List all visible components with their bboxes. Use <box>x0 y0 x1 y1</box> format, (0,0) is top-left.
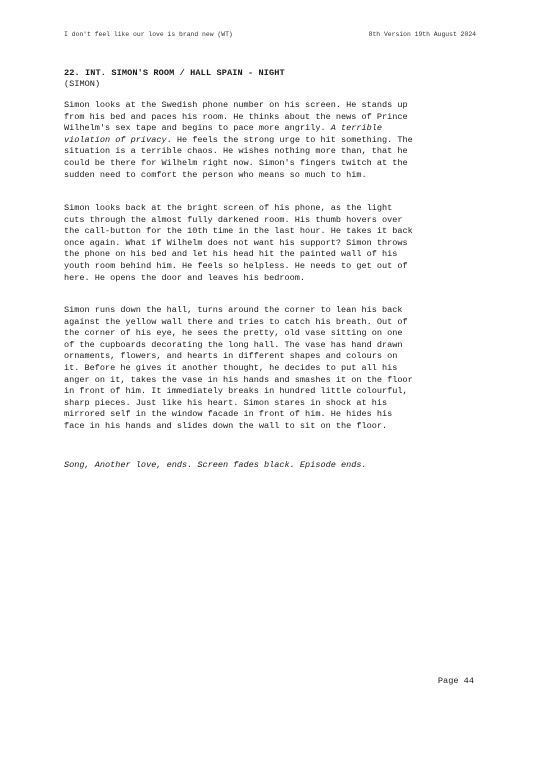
header-version: 8th Version 19th August 2024 <box>368 31 476 38</box>
page-header <box>64 31 476 39</box>
transition-note: Song, Another love, ends. Screen fades black. Episode ends. <box>64 460 367 470</box>
action-text-italic: A terrible violation of privacy <box>64 123 383 145</box>
page-number: Page 44 <box>437 676 474 686</box>
scene-heading: 22. INT. SIMON'S ROOM / HALL SPAIN - NIGHT <box>64 68 285 78</box>
header-title: I don't feel like our love is brand new (WT) <box>64 31 233 38</box>
action-paragraph-1 <box>64 100 476 181</box>
action-paragraph-2: Simon looks back at the bright screen of his phone, as the light cuts through the almost fully darkened room. His thumb hovers over the call-button for the 10th time in the last hour. He takes it back once again. What if Wilhelm does not want his support? Simon throws the phone on his bed and let his head hit the painted wall of his youth room behind him. He feels so helpless. He needs to get out of here. He opens the door and leaves his bedroom. <box>64 203 413 283</box>
action-paragraph-3: Simon runs down the hall, turns around the corner to lean his back against the yellow wall there and tries to catch his breath. Out of the corner of his eye, he sees the pretty, old vase sitting on one of the cupboards decorating the long hall. The vase has hand drawn ornaments, flowers, and hearts in different shapes and colours on it. Before he gives it another thought, he decides to put all his anger on it, takes the vase in his hands and smashes it on the floor in front of him. It immediately breaks in hundred little colourful, sharp pieces. Just like his heart. Simon stares in shock at his mirrored self in the window facade in front of him. He hides his face in his hands and slides down the wall to sit on the floor. <box>64 305 413 431</box>
action-text: Simon looks at the Swedish phone number on his screen. He stands up from his bed and paces his room. He thinks about the news of Prince Wilhelm's sex tape and begins to pace more angrily. <box>64 100 408 134</box>
action-text: . He feels the strong urge to hit something. The situation is a terrible chaos. He wishes nothing more than, that he could be there for Wilhelm right now. Simon's fingers twitch at the sudden need to comfort the person who means so much to him. <box>64 134 413 180</box>
scene-characters: (SIMON) <box>64 79 101 89</box>
